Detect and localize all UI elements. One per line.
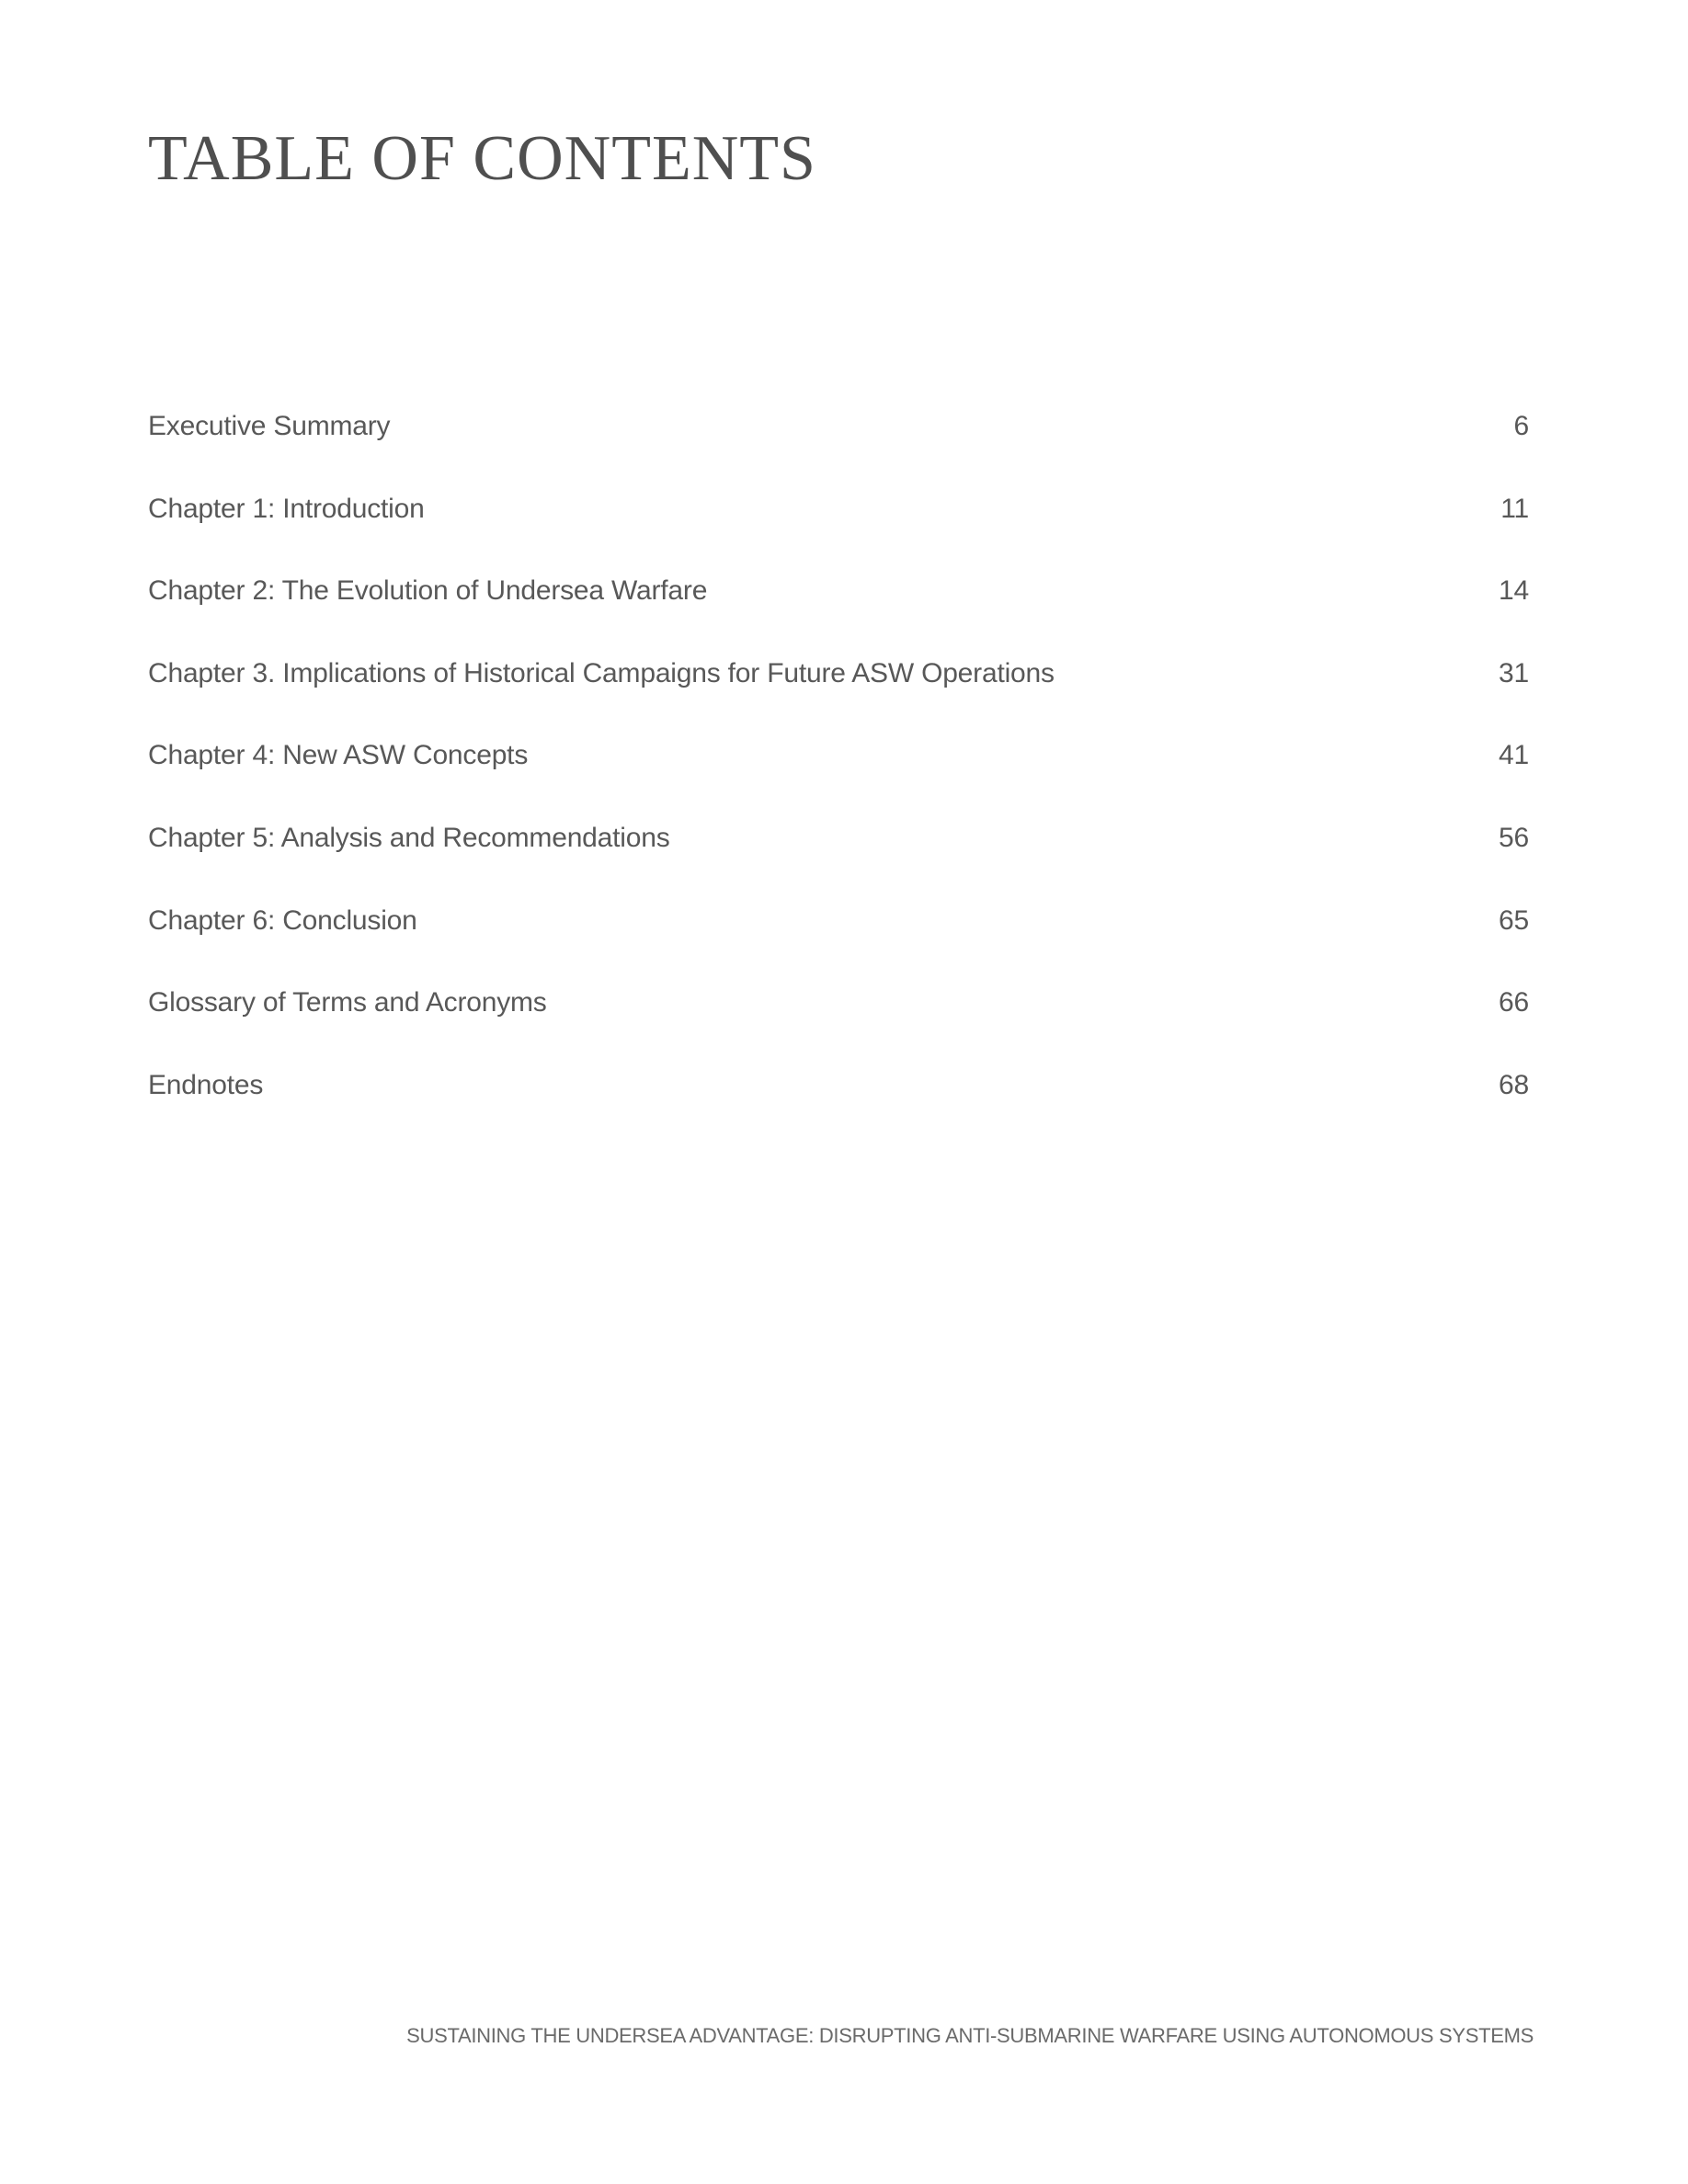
toc-entry-page-number: 68 <box>1499 1069 1529 1100</box>
toc-entry-label: Chapter 4: New ASW Concepts <box>148 740 529 771</box>
toc-entry-chapter-6 <box>148 899 1529 982</box>
toc-entry-label: Chapter 6: Conclusion <box>148 904 417 936</box>
toc-entry-page-number: 56 <box>1499 822 1529 853</box>
toc-entry-chapter-4 <box>148 734 1529 816</box>
toc-entry-page-number: 66 <box>1499 987 1529 1018</box>
toc-entry-page-number: 41 <box>1499 740 1529 771</box>
toc-entry-label: Chapter 5: Analysis and Recommendations <box>148 822 670 853</box>
toc-entry-chapter-3 <box>148 652 1529 734</box>
toc-entry-label: Endnotes <box>148 1069 264 1100</box>
toc-entry-label: Glossary of Terms and Acronyms <box>148 987 547 1018</box>
page-title: TABLE OF CONTENTS <box>148 123 816 194</box>
toc-entry-page-number: 11 <box>1500 493 1529 524</box>
toc-entry-label: Chapter 1: Introduction <box>148 493 425 524</box>
toc-entry-chapter-5 <box>148 816 1529 899</box>
toc-entry-chapter-2 <box>148 569 1529 652</box>
toc-entry-label: Executive Summary <box>148 411 391 441</box>
toc-entry-page-number: 14 <box>1499 575 1529 607</box>
toc-entry-label: Chapter 2: The Evolution of Undersea Warfare <box>148 575 708 607</box>
toc-entry-executive-summary <box>148 404 1529 487</box>
toc-entry-page-number: 65 <box>1499 904 1529 936</box>
toc-entry-label: Chapter 3. Implications of Historical Campaigns for Future ASW Operations <box>148 657 1055 688</box>
toc-entry-page-number: 6 <box>1513 411 1529 441</box>
table-of-contents <box>148 404 1529 1145</box>
toc-entry-endnotes <box>148 1064 1529 1146</box>
running-footer: SUSTAINING THE UNDERSEA ADVANTAGE: DISRUPTING ANTI-SUBMARINE WARFARE USING AUTONOMOUS SYSTEMS <box>406 2024 1534 2047</box>
toc-entry-chapter-1 <box>148 487 1529 570</box>
toc-entry-page-number: 31 <box>1499 657 1529 688</box>
toc-entry-glossary <box>148 981 1529 1064</box>
